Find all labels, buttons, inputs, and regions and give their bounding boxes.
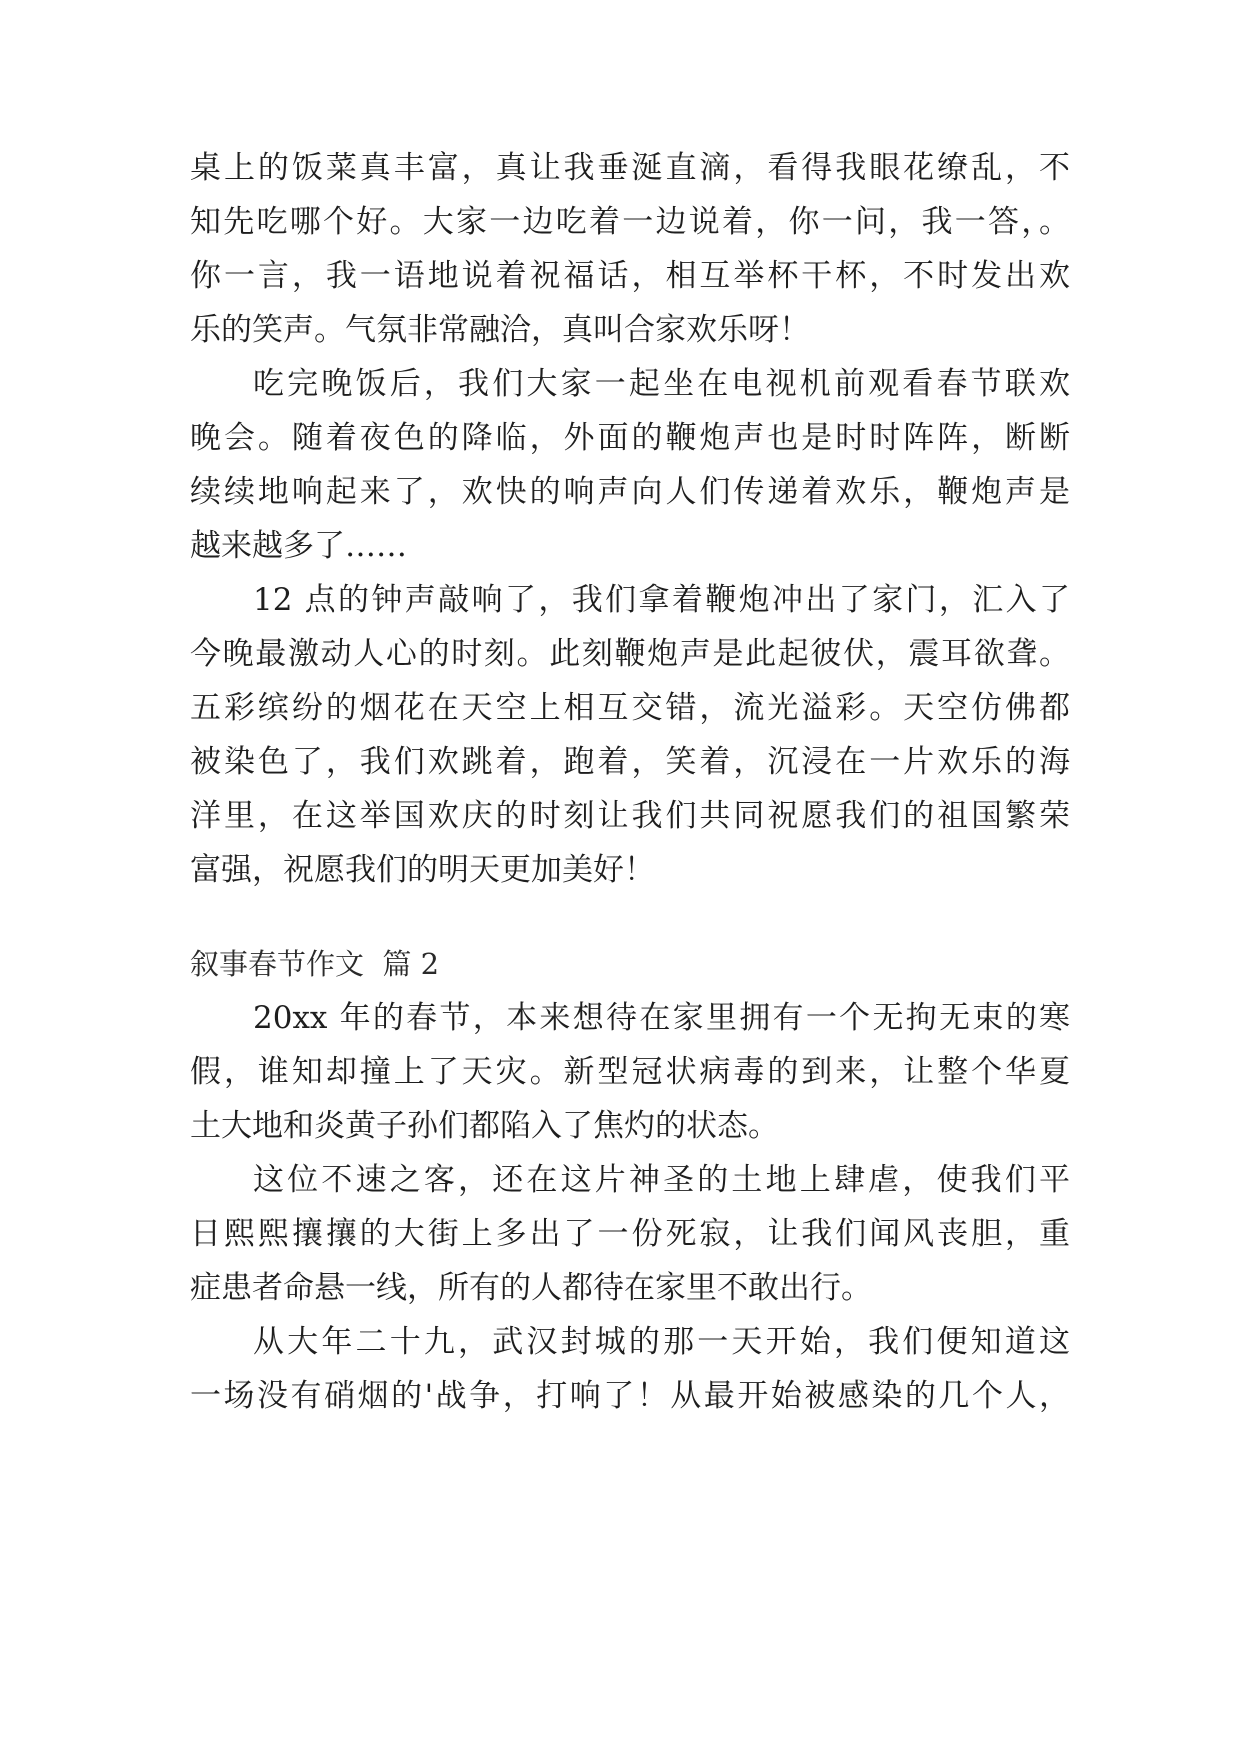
paragraph-3-line-5: 洋里，在这举国欢庆的时刻让我们共同祝愿我们的祖国繁荣 — [190, 798, 1070, 834]
paragraph-3-line-3: 五彩缤纷的烟花在天空上相互交错，流光溢彩。天空仿佛都 — [190, 690, 1070, 726]
paragraph-2-line-3: 续续地响起来了，欢快的响声向人们传递着欢乐，鞭炮声是 — [190, 474, 1070, 510]
paragraph-2-line-2: 晚会。随着夜色的降临，外面的鞭炮声也是时时阵阵，断断 — [190, 420, 1070, 456]
paragraph-4-line-3: 土大地和炎黄子孙们都陷入了焦灼的状态。 — [190, 1108, 779, 1144]
paragraph-6-line-2: 一场没有硝烟的'战争，打响了！从最开始被感染的几个人， — [190, 1378, 1070, 1414]
paragraph-2-line-1: 吃完晚饭后，我们大家一起坐在电视机前观看春节联欢 — [253, 366, 1070, 402]
paragraph-1-line-2: 知先吃哪个好。大家一边吃着一边说着，你一问，我一答，。 — [190, 204, 1070, 240]
paragraph-4-line-1: 20xx 年的春节，本来想待在家里拥有一个无拘无束的寒 — [253, 1000, 1070, 1036]
paragraph-3-line-1: 12 点的钟声敲响了，我们拿着鞭炮冲出了家门，汇入了 — [253, 582, 1070, 618]
paragraph-4-line-2: 假，谁知却撞上了天灾。新型冠状病毒的到来，让整个华夏 — [190, 1054, 1070, 1090]
paragraph-3-line-6: 富强，祝愿我们的明天更加美好！ — [190, 852, 655, 888]
paragraph-5-line-1: 这位不速之客，还在这片神圣的土地上肆虐，使我们平 — [253, 1162, 1070, 1198]
paragraph-1-line-3: 你一言，我一语地说着祝福话，相互举杯干杯，不时发出欢 — [190, 258, 1070, 294]
paragraph-1-line-1: 桌上的饭菜真丰富，真让我垂涎直滴，看得我眼花缭乱，不 — [190, 150, 1070, 186]
paragraph-5-line-3: 症患者命悬一线，所有的人都待在家里不敢出行。 — [190, 1270, 872, 1306]
paragraph-2-line-4: 越来越多了…… — [190, 528, 407, 564]
paragraph-6-line-1: 从大年二十九，武汉封城的那一天开始，我们便知道这 — [253, 1324, 1070, 1360]
paragraph-3-line-2: 今晚最激动人心的时刻。此刻鞭炮声是此起彼伏，震耳欲聋。 — [190, 636, 1070, 672]
paragraph-1-line-4: 乐的笑声。气氛非常融洽，真叫合家欢乐呀！ — [190, 312, 810, 348]
section-heading: 叙事春节作文 篇 2 — [190, 947, 440, 981]
paragraph-3-line-4: 被染色了，我们欢跳着，跑着，笑着，沉浸在一片欢乐的海 — [190, 744, 1070, 780]
paragraph-5-line-2: 日熙熙攘攘的大街上多出了一份死寂，让我们闻风丧胆，重 — [190, 1216, 1070, 1252]
